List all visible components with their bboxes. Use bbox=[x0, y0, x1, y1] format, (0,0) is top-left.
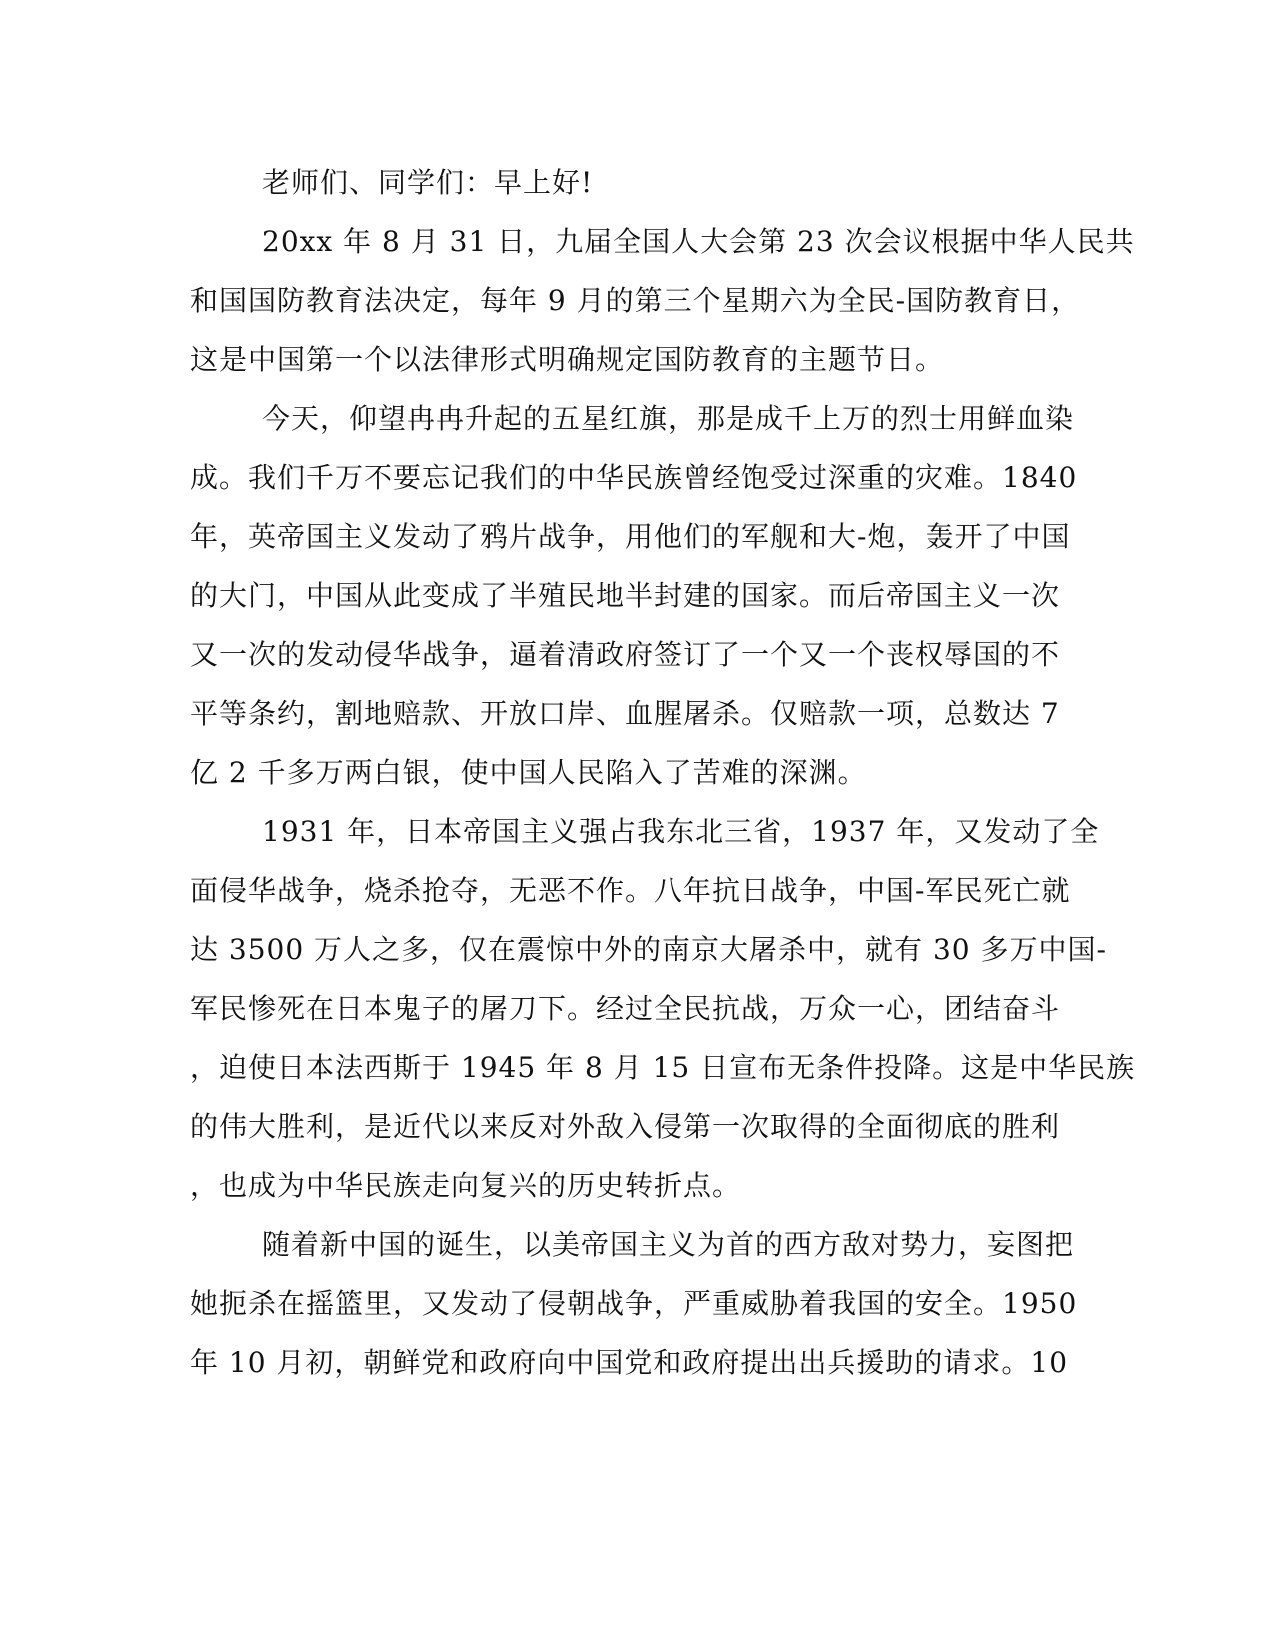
paragraph-2-line-1: 今天，仰望冉冉升起的五星红旗，那是成千上万的烈士用鲜血染 bbox=[262, 402, 1075, 435]
paragraph-3-line-5: ，迫使日本法西斯于 1945 年 8 月 15 日宣布无条件投降。这是中华民族 bbox=[190, 1051, 1136, 1084]
paragraph-2-line-5: 又一次的发动侵华战争，逼着清政府签订了一个又一个丧权辱国的不 bbox=[190, 638, 1061, 671]
paragraph-1-line-3: 这是中国第一个以法律形式明确规定国防教育的主题节日。 bbox=[190, 343, 945, 376]
paragraph-2-line-2: 成。我们千万不要忘记我们的中华民族曾经饱受过深重的灾难。1840 bbox=[190, 461, 1078, 494]
paragraph-4-line-1: 随着新中国的诞生，以美帝国主义为首的西方敌对势力，妄图把 bbox=[262, 1228, 1075, 1261]
paragraph-1-line-2: 和国国防教育法决定，每年 9 月的第三个星期六为全民-国防教育日， bbox=[190, 284, 1081, 317]
paragraph-2-line-3: 年，英帝国主义发动了鸦片战争，用他们的军舰和大-炮，轰开了中国 bbox=[190, 520, 1071, 553]
paragraph-4-line-3: 年 10 月初，朝鲜党和政府向中国党和政府提出出兵援助的请求。10 bbox=[190, 1346, 1069, 1379]
paragraph-1-line-1: 20xx 年 8 月 31 日，九届全国人大会第 23 次会议根据中华人民共 bbox=[262, 225, 1135, 258]
greeting-line: 老师们、同学们：早上好! bbox=[262, 166, 594, 199]
paragraph-2-line-7: 亿 2 千多万两白银，使中国人民陷入了苦难的深渊。 bbox=[190, 756, 867, 789]
paragraph-3-line-7: ，也成为中华民族走向复兴的历史转折点。 bbox=[190, 1169, 742, 1202]
paragraph-3-line-1: 1931 年，日本帝国主义强占我东北三省，1937 年，又发动了全 bbox=[262, 815, 1100, 848]
paragraph-2-line-6: 平等条约，割地赔款、开放口岸、血腥屠杀。仅赔款一项，总数达 7 bbox=[190, 697, 1060, 730]
paragraph-2-line-4: 的大门，中国从此变成了半殖民地半封建的国家。而后帝国主义一次 bbox=[190, 579, 1061, 612]
paragraph-4-line-2: 她扼杀在摇篮里，又发动了侵朝战争，严重威胁着我国的安全。1950 bbox=[190, 1287, 1078, 1320]
paragraph-3-line-4: 军民惨死在日本鬼子的屠刀下。经过全民抗战，万众一心，团结奋斗 bbox=[190, 992, 1061, 1025]
paragraph-3-line-6: 的伟大胜利，是近代以来反对外敌入侵第一次取得的全面彻底的胜利 bbox=[190, 1110, 1061, 1143]
paragraph-3-line-2: 面侵华战争，烧杀抢夺，无恶不作。八年抗日战争，中国-军民死亡就 bbox=[190, 874, 1071, 907]
paragraph-3-line-3: 达 3500 万人之多，仅在震惊中外的南京大屠杀中，就有 30 多万中国- bbox=[190, 933, 1107, 966]
